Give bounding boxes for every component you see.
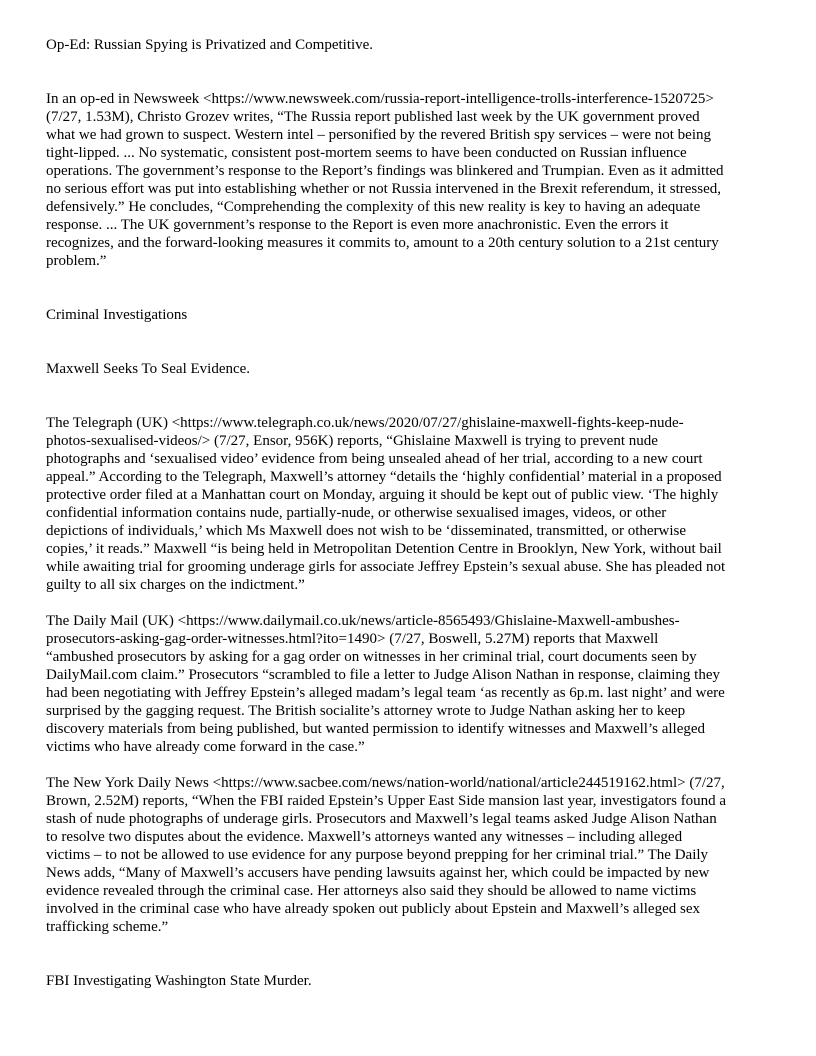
text-line: The Daily Mail (UK) <https://www.dailymail.co.uk/news/article-8565493/Ghislaine-Maxwell-ambushes- <box>46 613 680 629</box>
text-line: response. ... The UK government’s response to the Report is even more anachronistic. Even the errors it <box>46 217 669 233</box>
telegraph-paragraph <box>46 414 774 594</box>
text-line: what we had grown to suspect. Western intel – personified by the revered British spy services – were not being <box>46 127 712 143</box>
text-line: surprised by the gagging request. The British socialite’s attorney wrote to Judge Nathan asking her to keep <box>46 703 686 719</box>
op-ed-title: Op-Ed: Russian Spying is Privatized and Competitive. <box>46 37 374 53</box>
text-line: depictions of individuals,’ which Ms Maxwell does not wish to be ‘disseminated, transmitted, or otherwise <box>46 523 687 539</box>
spacer <box>46 270 774 306</box>
op-ed-paragraph <box>46 90 774 270</box>
text-line: photographs and ‘sexualised video’ evidence from being unsealed ahead of her trial, according to a new court <box>46 451 703 467</box>
spacer <box>46 324 774 360</box>
section-heading-criminal-investigations: Criminal Investigations <box>46 307 188 323</box>
text-line: The New York Daily News <https://www.sacbee.com/news/nation-world/national/article244519162.html> (7/27, <box>46 775 725 791</box>
spacer <box>46 594 774 612</box>
text-line: copies,’ it reads.” Maxwell “is being held in Metropolitan Detention Centre in Brooklyn, New York, without bail <box>46 541 722 557</box>
text-line: protective order filed at a Manhattan court on Monday, arguing it should be kept out of public view. ‘The highly <box>46 487 719 503</box>
text-line: “ambushed prosecutors by asking for a gag order on witnesses in her criminal trial, court documents seen by <box>46 649 697 665</box>
nydn-paragraph <box>46 774 774 936</box>
text-line: (7/27, 1.53M), Christo Grozev writes, “The Russia report published last week by the UK government proved <box>46 109 700 125</box>
text-line: photos-sexualised-videos/> (7/27, Ensor, 956K) reports, “Ghislaine Maxwell is trying to prevent nude <box>46 433 658 449</box>
text-line: confidential information contains nude, partially-nude, or otherwise sexualised images, videos, or other <box>46 505 667 521</box>
text-line: Brown, 2.52M) reports, “When the FBI raided Epstein’s Upper East Side mansion last year, investigators found a <box>46 793 727 809</box>
text-line: while awaiting trial for grooming underage girls for associate Jeffrey Epstein’s sexual abuse. She has pleaded not <box>46 559 726 575</box>
dailymail-paragraph <box>46 612 774 756</box>
text-line: stash of nude photographs of underage girls. Prosecutors and Maxwell’s legal teams asked Judge Alison Nathan <box>46 811 717 827</box>
text-line: recognizes, and the forward-looking measures it commits to, amount to a 20th century solution to a 21st century <box>46 235 719 251</box>
text-line: no serious effort was put into establishing whether or not Russia intervened in the Brexit referendum, it stressed, <box>46 181 721 197</box>
text-line: trafficking scheme.” <box>46 919 169 935</box>
spacer <box>46 756 774 774</box>
text-line: tight-lipped. ... No systematic, consistent post-mortem seems to have been conducted on Russian influence <box>46 145 687 161</box>
text-line: The Telegraph (UK) <https://www.telegraph.co.uk/news/2020/07/27/ghislaine-maxwell-fights-keep-nude- <box>46 415 684 431</box>
text-line: DailyMail.com claim.” Prosecutors “scrambled to file a letter to Judge Alison Nathan in response, claiming they <box>46 667 720 683</box>
document-page <box>46 36 774 990</box>
text-line: to resolve two disputes about the evidence. Maxwell’s attorneys wanted any witnesses – including alleged <box>46 829 683 845</box>
spacer <box>46 378 774 414</box>
text-line: defensively.” He concludes, “Comprehending the complexity of this new reality is key to having an adequate <box>46 199 701 215</box>
text-line: In an op-ed in Newsweek <https://www.newsweek.com/russia-report-intelligence-trolls-interference-1520725> <box>46 91 714 107</box>
spacer <box>46 54 774 90</box>
text-line: involved in the criminal case who have already spoken out publicly about Epstein and Maxwell’s alleged sex <box>46 901 700 917</box>
text-line: victims – to not be allowed to use evidence for any purpose beyond prepping for her criminal trial.” The Daily <box>46 847 709 863</box>
text-line: victims who have already come forward in the case.” <box>46 739 365 755</box>
text-line: evidence revealed through the criminal case. Her attorneys also said they should be allowed to name victims <box>46 883 697 899</box>
text-line: problem.” <box>46 253 107 269</box>
text-line: guilty to all six charges on the indictment.” <box>46 577 305 593</box>
text-line: prosecutors-asking-gag-order-witnesses.html?ito=1490> (7/27, Boswell, 5.27M) reports that Maxwell <box>46 631 659 647</box>
text-line: News adds, “Many of Maxwell’s accusers have pending lawsuits against her, which could be impacted by new <box>46 865 710 881</box>
text-line: discovery materials from being published, but wanted permission to identify witnesses and Maxwell’s alleged <box>46 721 706 737</box>
spacer <box>46 936 774 972</box>
text-line: appeal.” According to the Telegraph, Maxwell’s attorney “details the ‘highly confidential’ material in a proposed <box>46 469 722 485</box>
text-line: operations. The government’s response to the Report’s findings was blinkered and Trumpian. Even as it admitted <box>46 163 724 179</box>
maxwell-title: Maxwell Seeks To Seal Evidence. <box>46 361 251 377</box>
fbi-title: FBI Investigating Washington State Murder. <box>46 973 312 989</box>
text-line: had been negotiating with Jeffrey Epstein’s alleged madam’s legal team ‘as recently as 6p.m. last night’ and were <box>46 685 725 701</box>
